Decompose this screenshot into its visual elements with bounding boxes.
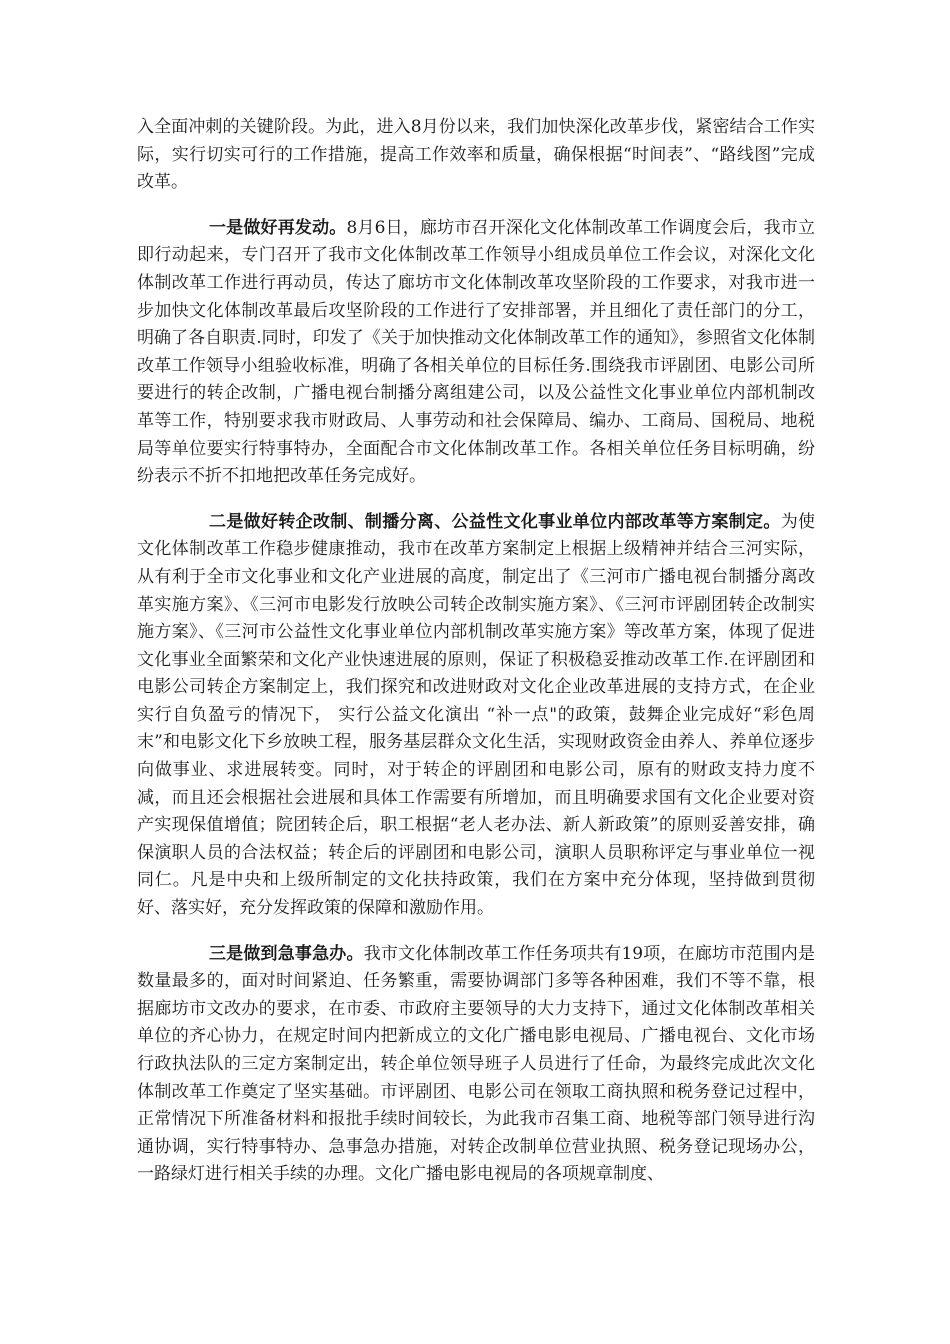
- paragraph-text: 入全面冲刺的关键阶段。为此，进入8月份以来，我们加快深化改革步伐，紧密结合工作实际，实行切实可行的工作措施，提高工作效率和质量，确保根据“时间表”、“路线图”完成改革。: [137, 117, 815, 193]
- paragraph-text: 我市文化体制改革工作任务项共有19项，在廊坊市范围内是数量最多的，面对时间紧迫、任务繁重，需要协调部门多等各种困难，我们不等不靠，根据廊坊市文改办的要求，在市委、市政府主要领导的大力支持下，通过文化体制改革相关单位的齐心协力，在规定时间内把新成立的文化广播电影电视局、广播电视台、文化市场行政执法队的三定方案制定出，转企单位领导班子人员进行了任命，为最终完成此次文化体制改革工作奠定了坚实基础。市评剧团、电影公司在领取工商执照和税务登记过程中，正常情况下所准备材料和报批手续时间较长，为此我市召集工商、地税等部门领导进行沟通协调，实行特事特办、急事急办措施，对转企改制单位营业执照、税务登记现场办公，一路绿灯进行相关手续的办理。文化广播电影电视局的各项规章制度、: [137, 943, 815, 1185]
- paragraph-text: 8月6日，廊坊市召开深化文化体制改革工作调度会后，我市立即行动起来，专门召开了我市文化体制改革工作领导小组成员单位工作会议，对深化文化体制改革工作进行再动员，传达了廊坊市文化体制改革攻坚阶段的工作要求，对我市进一步加快文化体制改革最后攻坚阶段的工作进行了安排部署，并且细化了责任部门的分工，明确了各自职责.同时，印发了《关于加快推动文化体制改革工作的通知》，参照省文化体制改革工作领导小组验收标准，明确了各相关单位的目标任务.围绕我市评剧团、电影公司所要进行的转企改制，广播电视台制播分离组建公司，以及公益性文化事业单位内部机制改革等工作，特别要求我市财政局、人事劳动和社会保障局、编办、工商局、国税局、地税局等单位要实行特事特办，全面配合市文化体制改革工作。各相关单位任务目标明确，纷纷表示不折不扣地把改革任务完成好。: [137, 217, 815, 487]
- paragraph-lead: 一是做好再发动。: [209, 217, 347, 238]
- document-body: [137, 114, 815, 1207]
- paragraph-urgent-matters: [137, 941, 815, 1189]
- paragraph-continuation: [137, 114, 815, 197]
- paragraph-remobilize: [137, 215, 815, 491]
- paragraph-reform-plans: [137, 509, 815, 923]
- paragraph-lead: 二是做好转企改制、制播分离、公益性文化事业单位内部改革等方案制定。: [209, 511, 781, 532]
- paragraph-text: 为使文化体制改革工作稳步健康推动，我市在改革方案制定上根据上级精神并结合三河实际，从有利于全市文化事业和文化产业进展的高度，制定出了《三河市广播电视台制播分离改革实施方案》、《三河市电影发行放映公司转企改制实施方案》、《三河市评剧团转企改制实施方案》、《三河市公益性文化事业单位内部机制改革实施方案》等改革方案，体现了促进文化事业全面繁荣和文化产业快速进展的原则，保证了积极稳妥推动改革工作.在评剧团和电影公司转企方案制定上，我们探究和改进财政对文化企业改革进展的支持方式，在企业实行自负盈亏的情况下， 实行公益文化演出 “补一点"的政策，鼓舞企业完成好“彩色周末”和电影文化下乡放映工程，服务基层群众文化生活，实现财政资金由养人、养单位逐步向做事业、求进展转变。同时，对于转企的评剧团和电影公司，原有的财政支持力度不减，而且还会根据社会进展和具体工作需要有所增加，而且明确要求国有文化企业要对资产实现保值增值；院团转企后，职工根据“老人老办法、新人新政策”的原则妥善安排，确保演职人员的合法权益；转企后的评剧团和电影公司，演职人员职称评定与事业单位一视同仁。凡是中央和上级所制定的文化扶持政策，我们在方案中充分体现，坚持做到贯彻好、落实好，充分发挥政策的保障和激励作用。: [137, 511, 816, 919]
- paragraph-lead: 三是做到急事急办。: [209, 943, 364, 964]
